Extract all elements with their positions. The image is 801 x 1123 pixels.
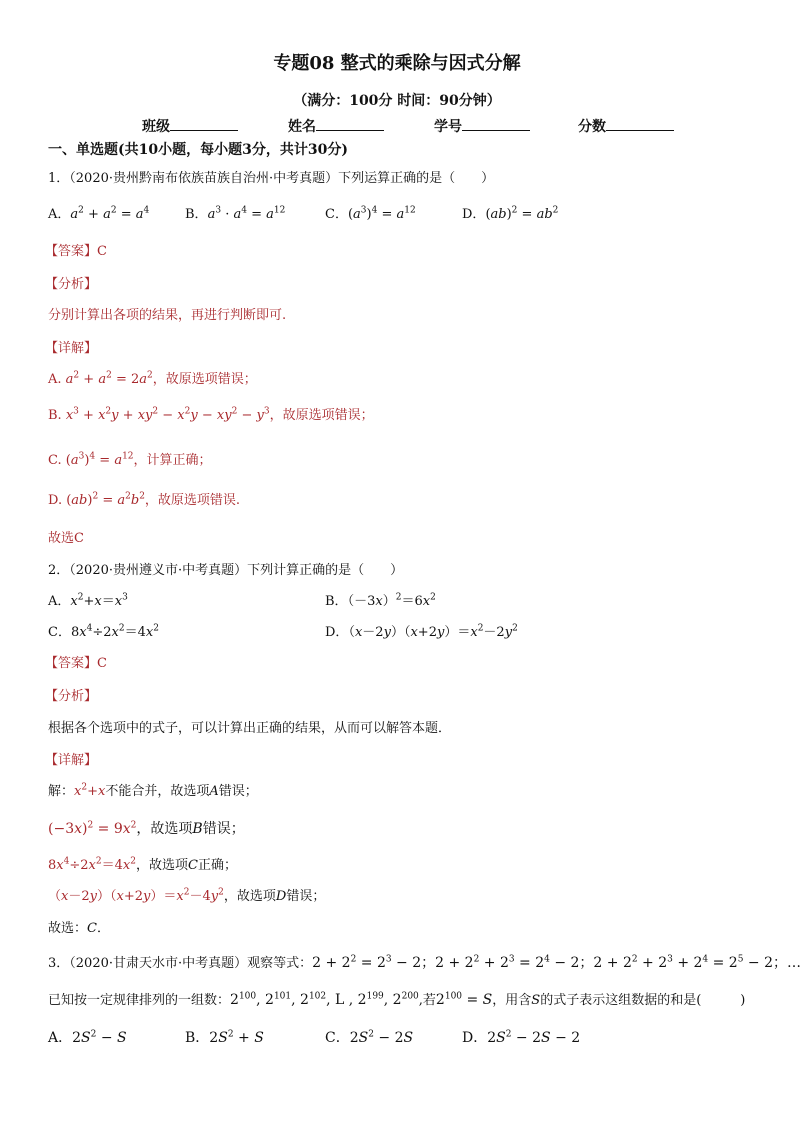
- q1-stem: 1．（2020·贵州黔南布依族苗族自治州·中考真题）下列运算正确的是（ ）: [48, 171, 495, 186]
- q1-detail-c: C. $(a^3)^4 = a^{12}$，计算正确；: [48, 451, 212, 468]
- q1-option-a: A．$a^2 + a^2 = a^4$: [48, 205, 150, 222]
- q3-option-c: C．$2S^2 - 2S$: [325, 1029, 414, 1046]
- q2-detail-3: $8x^4\div 2x^2=4x^2$，故选项C正确；: [48, 856, 237, 873]
- q1-option-d: D．$(ab)^2 = ab^2$: [462, 205, 559, 222]
- q2-analysis-label: 【分析】: [45, 689, 98, 704]
- class-field: [142, 116, 238, 136]
- score-field: [578, 116, 674, 136]
- q1-option-c: C．$(a^3)^4 = a^{12}$: [325, 205, 416, 222]
- score-blank: [606, 116, 674, 131]
- class-blank: [170, 116, 238, 131]
- name-label: 姓名: [288, 119, 316, 135]
- q1-detail-a: A. $a^2 + a^2 = 2a^2$，故原选项错误；: [48, 370, 257, 387]
- q1-option-b: B．$a^3 \cdot a^4 = a^{12}$: [185, 205, 286, 222]
- exam-meta: （满分：100分 时间：90分钟）: [293, 93, 501, 109]
- q2-answer: 【答案】C: [45, 656, 107, 671]
- q1-conclusion: 故选C: [48, 531, 84, 546]
- q1-analysis-label: 【分析】: [45, 277, 98, 292]
- q2-option-b: B．$(-3x)^2=6x^2$: [325, 592, 436, 609]
- class-label: 班级: [142, 119, 170, 135]
- page-title: 专题08 整式的乘除与因式分解: [273, 53, 521, 74]
- q1-detail-b: B. $x^3 + x^2y + xy^2 - x^2y - xy^2 - y^3$，故原选项错误；: [48, 406, 374, 423]
- q2-option-c: C．$8x^4\div 2x^2=4x^2$: [48, 623, 159, 640]
- name-field: [288, 116, 384, 136]
- section-heading: 一、单选题(共10小题，每小题3分，共计30分): [48, 142, 348, 158]
- name-blank: [316, 116, 384, 131]
- q2-detail-4: $(x-2y)(x+2y)=x^2-4y^2$，故选项D错误；: [48, 887, 326, 904]
- q1-detail-label: 【详解】: [45, 341, 98, 356]
- q3-stem-2: 已知按一定规律排列的一组数：$2^{100}$, $2^{101}$, $2^{102}$, L , $2^{199}$, $2^{200}$,若$2^{100} = S$，用含S的式子表示这组数据的和是( ): [48, 991, 746, 1008]
- q3-option-b: B．$2S^2 + S$: [185, 1029, 264, 1046]
- score-label: 分数: [578, 119, 606, 135]
- q2-option-a: A．$x^2+x=x^3$: [48, 592, 128, 609]
- q2-stem: 2．（2020·贵州遵义市·中考真题）下列计算正确的是（ ）: [48, 563, 404, 578]
- q3-option-a: A．$2S^2 - S$: [48, 1029, 127, 1046]
- id-field: [434, 116, 530, 136]
- q3-option-d: D．$2S^2 - 2S - 2$: [462, 1029, 581, 1046]
- q2-detail-1: 解：$x^2+x$不能合并，故选项A错误；: [48, 782, 258, 799]
- q3-stem: 3．（2020·甘肃天水市·中考真题）观察等式：$2 + 2^2 = 2^3 - 2$；$2 + 2^2 + 2^3 = 2^4 - 2$；$2 + 2^2 + 2^3 + 2^4 = 2^5 - 2$；…: [48, 954, 801, 971]
- q2-detail-label: 【详解】: [45, 753, 98, 768]
- q2-conclusion: 故选：C．: [48, 921, 110, 936]
- q1-analysis: 分别计算出各项的结果，再进行判断即可.: [48, 308, 287, 323]
- q2-option-d: D．$(x-2y)(x+2y)=x^2-2y^2$: [325, 623, 518, 640]
- q1-answer: 【答案】C: [45, 244, 107, 259]
- q2-detail-2: $(-3x)^2 = 9x^2$，故选项B错误；: [48, 820, 245, 837]
- q2-analysis: 根据各个选项中的式子，可以计算出正确的结果，从而可以解答本题．: [48, 721, 452, 736]
- id-blank: [462, 116, 530, 131]
- id-label: 学号: [434, 119, 462, 135]
- q1-detail-d: D. $(ab)^2 = a^2b^2$，故原选项错误.: [48, 491, 241, 508]
